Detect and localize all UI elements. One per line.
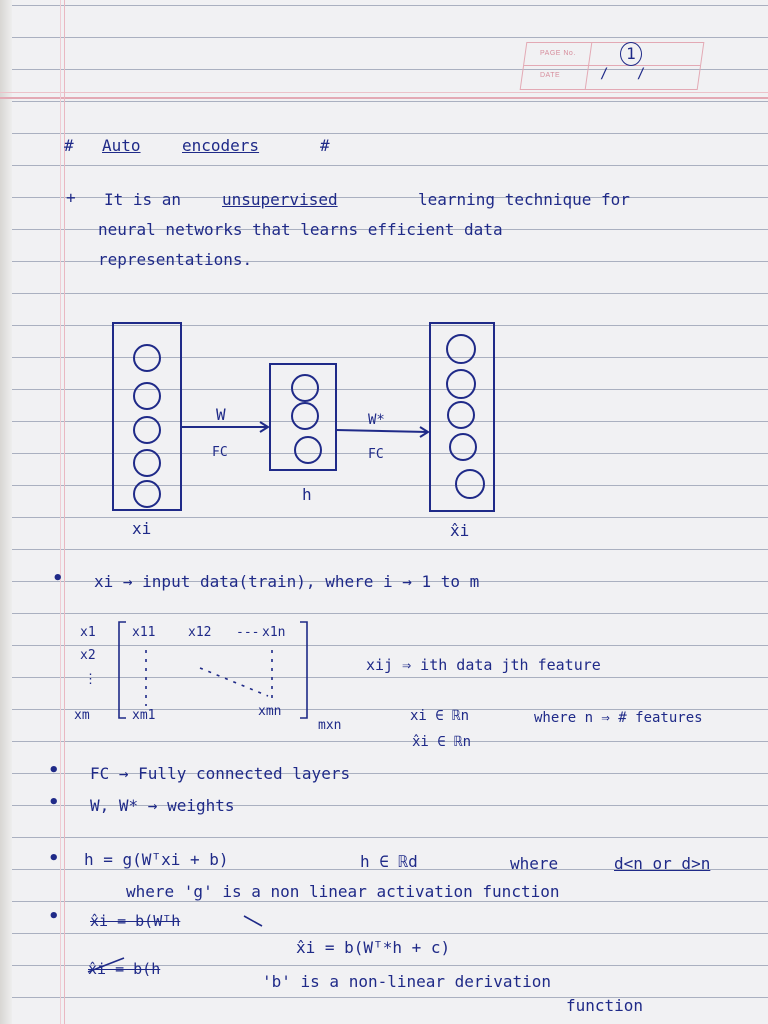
matrix-bracket-left xyxy=(119,622,126,718)
hidden-dim-condition: d<n or d>n xyxy=(614,854,711,873)
bullet-weights: W, W* → weights xyxy=(90,796,235,815)
date-label: DATE xyxy=(540,72,561,79)
bullet-dot-1: • xyxy=(52,568,64,589)
xi-in-rn: xi ∈ ℝn xyxy=(410,708,470,724)
struck-formula-2: x̂i = b(h xyxy=(88,960,161,978)
strike-mark-2 xyxy=(244,916,262,926)
hidden-neuron-1 xyxy=(292,375,318,401)
hidden-where: where xyxy=(510,854,559,873)
hidden-layer-box xyxy=(270,364,336,470)
matrix-cell-x1n: x1n xyxy=(262,625,286,640)
matrix-row-label-2: x2 xyxy=(80,648,96,663)
intro-line1-pre: It is an xyxy=(104,190,182,209)
weight-w-label: W xyxy=(216,405,226,424)
input-neuron-4 xyxy=(134,450,160,476)
output-neuron-3 xyxy=(448,402,474,428)
struck-formula-1: x̂i = b(Wᵀh xyxy=(90,912,181,930)
page-number-label: PAGE No. xyxy=(540,50,576,57)
intro-line2: neural networks that learns efficient data xyxy=(98,220,503,239)
h-in-rd: h ∈ ℝd xyxy=(360,852,418,871)
g-activation-note: where 'g' is a non linear activation function xyxy=(126,882,560,901)
title-hash-right: # xyxy=(320,136,330,155)
matrix-dimension: mxn xyxy=(318,718,342,733)
fc-label-1: FC xyxy=(212,445,228,460)
bullet-fc-layers: FC → Fully connected layers xyxy=(90,764,351,783)
xij-meaning: xij ⇒ ith data jth feature xyxy=(366,656,601,674)
arrow-decoder xyxy=(336,430,428,432)
page-number: 1 xyxy=(620,42,642,66)
hidden-formula: h = g(Wᵀxi + b) xyxy=(84,850,229,869)
b-derivation-note-line2: function xyxy=(566,996,644,1015)
hidden-neuron-3 xyxy=(295,437,321,463)
bullet-dot-4: • xyxy=(48,848,60,869)
matrix-cell-xmn: xmn xyxy=(258,704,282,719)
bullet-dot-3: • xyxy=(48,792,60,813)
matrix-cell-dashes: --- xyxy=(236,625,260,640)
hidden-neuron-2 xyxy=(292,403,318,429)
bullet-input-data: xi → input data(train), where i → 1 to m xyxy=(94,572,480,591)
intro-line1-post: learning technique for xyxy=(418,190,630,209)
bullet-dot-2: • xyxy=(48,760,60,781)
matrix-cell-x11: x11 xyxy=(132,625,156,640)
input-xi-label: xi xyxy=(132,519,152,538)
bullet-dot-5: • xyxy=(48,906,60,927)
xi-where-n-features: where n ⇒ # features xyxy=(534,710,703,726)
matrix-row-label-1: x1 xyxy=(80,625,96,640)
xhat-in-rn: x̂i ∈ ℝn xyxy=(412,734,472,750)
output-neuron-4 xyxy=(450,434,476,460)
output-xhat-label: x̂i xyxy=(450,521,470,540)
intro-plus: + xyxy=(66,188,76,207)
title-word-encoders: encoders xyxy=(182,136,260,155)
date-value: / / xyxy=(600,66,656,82)
matrix-cell-xm1: xm1 xyxy=(132,708,156,723)
matrix-bracket-right xyxy=(300,622,307,718)
title-word-auto: Auto xyxy=(102,136,141,155)
input-neuron-5 xyxy=(134,481,160,507)
b-derivation-note: 'b' is a non-linear derivation xyxy=(262,972,551,991)
output-neuron-2 xyxy=(447,370,475,398)
intro-line3: representations. xyxy=(98,250,253,269)
output-neuron-5 xyxy=(456,470,484,498)
matrix-row-label-m: xm xyxy=(74,708,90,723)
input-neuron-2 xyxy=(134,383,160,409)
matrix-cell-x12: x12 xyxy=(188,625,212,640)
hidden-h-label: h xyxy=(302,485,312,504)
input-neuron-1 xyxy=(134,345,160,371)
input-neuron-3 xyxy=(134,417,160,443)
intro-unsupervised: unsupervised xyxy=(222,190,338,209)
fc-label-2: FC xyxy=(368,447,384,462)
reconstruction-formula: x̂i = b(Wᵀ*h + c) xyxy=(296,938,451,957)
output-neuron-1 xyxy=(447,335,475,363)
weight-wstar-label: W* xyxy=(368,412,385,428)
matrix-diag-dots xyxy=(200,668,268,696)
title-hash-left: # xyxy=(64,136,74,155)
matrix-row-label-dots: ⋮ xyxy=(84,672,97,687)
